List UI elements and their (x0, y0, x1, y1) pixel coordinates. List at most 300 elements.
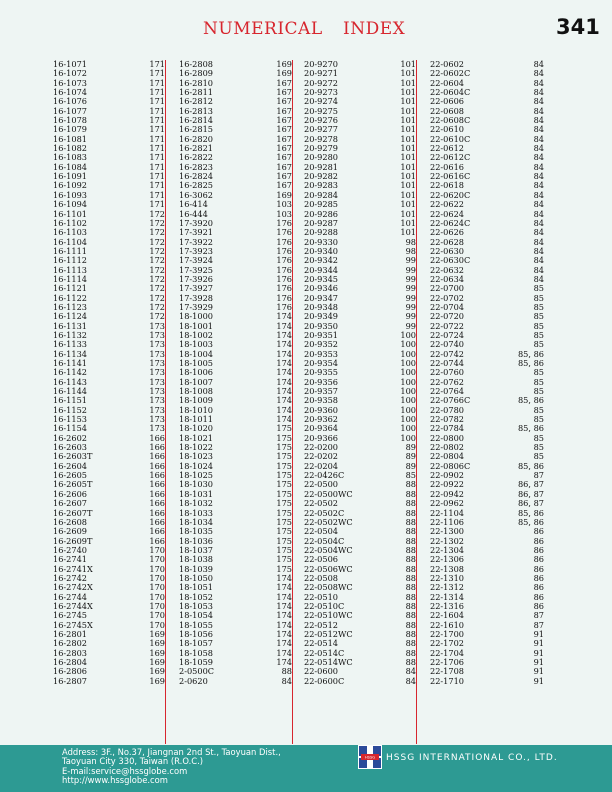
part-number: 22-1702 (430, 638, 465, 649)
page-reference: 166 (149, 451, 165, 462)
part-number: 22-0922 (430, 479, 465, 490)
part-number: 18-1025 (179, 470, 214, 481)
company-logo-icon (358, 745, 382, 769)
page-reference: 84 (405, 675, 416, 686)
part-number: 20-9287 (304, 217, 339, 228)
page-reference: 88 (405, 535, 416, 546)
page-reference: 88 (405, 544, 416, 555)
page-reference: 88 (405, 554, 416, 565)
part-number: 16-2801 (53, 628, 88, 639)
page-reference: 169 (276, 68, 292, 79)
page-reference: 85, 86 (517, 460, 544, 471)
page-reference: 173 (149, 358, 165, 368)
part-number: 18-1034 (179, 516, 214, 527)
page-reference: 85, 86 (517, 358, 544, 368)
page-reference: 101 (400, 96, 416, 107)
part-number: 22-0510C (304, 600, 345, 611)
part-number: 18-1059 (179, 657, 214, 667)
page-reference: 100 (400, 414, 416, 425)
part-number: 16-2807 (53, 675, 88, 686)
page-reference: 174 (276, 386, 292, 397)
page-reference: 167 (276, 105, 292, 116)
part-number: 20-9271 (304, 68, 339, 79)
part-number: 22-0780 (430, 404, 465, 415)
part-number: 16-2820 (179, 133, 214, 144)
part-number: 20-9280 (304, 152, 339, 163)
part-number: 16-2604 (53, 460, 88, 471)
part-number: 18-1055 (179, 619, 214, 630)
index-title-left: NUMERICAL (203, 19, 323, 39)
part-number: 16-414 (179, 199, 208, 210)
part-number: 22-1104 (430, 507, 465, 518)
page-reference: 88 (405, 638, 416, 649)
part-number: 18-1001 (179, 320, 214, 331)
part-number: 16-1133 (53, 339, 88, 350)
page-reference: 166 (149, 516, 165, 527)
part-number: 22-0634 (430, 273, 465, 284)
page-reference: 171 (149, 68, 165, 79)
part-number: 17-3921 (179, 227, 214, 238)
part-number: 20-9346 (304, 283, 339, 294)
part-number: 18-1054 (179, 610, 214, 621)
part-number: 16-1104 (53, 236, 88, 247)
page-reference: 176 (276, 283, 292, 294)
part-number: 22-1710 (430, 675, 465, 686)
part-number: 22-1708 (430, 666, 465, 677)
part-number: 20-9282 (304, 171, 339, 182)
page-reference: 85, 86 (517, 395, 544, 406)
page-reference: 84 (533, 180, 544, 191)
page-reference: 171 (149, 77, 165, 88)
part-number: 16-1132 (53, 329, 88, 340)
part-number: 22-1312 (430, 582, 465, 593)
part-number: 22-1310 (430, 572, 465, 583)
page-reference: 85 (533, 451, 544, 462)
page-reference: 85 (533, 404, 544, 415)
page-reference: 100 (400, 404, 416, 415)
page-reference: 99 (405, 255, 416, 266)
page-reference: 99 (405, 320, 416, 331)
page-reference: 174 (276, 376, 292, 387)
page-reference: 170 (149, 600, 165, 611)
part-number: 20-9344 (304, 264, 339, 275)
part-number: 22-0602 (430, 60, 465, 69)
page-reference: 174 (276, 619, 292, 630)
part-number: 20-9285 (304, 199, 339, 210)
part-number: 20-9281 (304, 161, 339, 172)
page-reference: 84 (533, 255, 544, 266)
part-number: 20-9273 (304, 87, 339, 98)
page-reference: 85 (533, 367, 544, 378)
part-number: 16-2606 (53, 488, 88, 499)
part-number: 18-1057 (179, 638, 214, 649)
page-reference: 173 (149, 395, 165, 406)
part-number: 16-2802 (53, 638, 88, 649)
page-reference: 175 (276, 470, 292, 481)
part-number: 18-1004 (179, 348, 214, 359)
page-reference: 174 (276, 582, 292, 593)
part-number: 16-1131 (53, 320, 88, 331)
part-number: 16-2742 (53, 572, 88, 583)
part-number: 20-9278 (304, 133, 339, 144)
page-reference: 175 (276, 423, 292, 434)
part-number: 16-1076 (53, 96, 88, 107)
page-reference: 169 (149, 647, 165, 658)
index-entry (430, 677, 544, 686)
index-column-4 (430, 60, 544, 744)
part-number: 16-1077 (53, 105, 88, 116)
page-reference: 173 (149, 423, 165, 434)
part-number: 22-0600 (304, 666, 339, 677)
page-reference: 172 (149, 245, 165, 256)
page-reference: 91 (533, 666, 544, 677)
page-reference: 89 (405, 442, 416, 453)
page-reference: 91 (533, 638, 544, 649)
page-reference: 173 (149, 348, 165, 359)
part-number: 16-2812 (179, 96, 214, 107)
part-number: 16-1082 (53, 143, 88, 154)
part-number: 22-1316 (430, 600, 465, 611)
part-number: 18-1035 (179, 526, 214, 537)
page-reference: 100 (400, 367, 416, 378)
page-reference: 175 (276, 535, 292, 546)
part-number: 16-1101 (53, 208, 88, 219)
index-entry (53, 677, 165, 686)
page-reference: 174 (276, 320, 292, 331)
email-link[interactable]: E-mail:service@hssglobe.com (62, 765, 188, 776)
page-reference: 85 (533, 301, 544, 312)
page-reference: 172 (149, 208, 165, 219)
page-reference: 176 (276, 227, 292, 238)
part-number: 16-1144 (53, 386, 88, 397)
part-number: 20-9347 (304, 292, 339, 303)
part-number: 20-9284 (304, 189, 339, 200)
contact-block (62, 748, 281, 786)
part-number: 17-3925 (179, 264, 214, 275)
page-reference: 174 (276, 358, 292, 368)
part-number: 22-0500WC (304, 488, 353, 499)
part-number: 20-9353 (304, 348, 339, 359)
part-number: 18-1032 (179, 498, 214, 509)
page-reference: 170 (149, 563, 165, 574)
page-reference: 85 (533, 339, 544, 350)
page-reference: 101 (400, 217, 416, 228)
page-reference: 173 (149, 367, 165, 378)
page-reference: 172 (149, 217, 165, 228)
page-reference: 84 (405, 666, 416, 677)
part-number: 18-1038 (179, 554, 214, 565)
company-name: HSSG INTERNATIONAL CO., LTD. (386, 753, 558, 763)
part-number: 22-0504 (304, 526, 339, 537)
part-number: 2-0500C (179, 666, 215, 677)
part-number: 17-3929 (179, 301, 214, 312)
part-number: 22-1304 (430, 544, 465, 555)
part-number: 22-0942 (430, 488, 465, 499)
page-reference: 101 (400, 87, 416, 98)
page-reference: 84 (533, 68, 544, 79)
part-number: 22-0610 (430, 124, 465, 135)
part-number: 18-1010 (179, 404, 214, 415)
part-number: 22-0514WC (304, 657, 353, 667)
part-number: 22-0632 (430, 264, 465, 275)
page-reference: 88 (405, 657, 416, 667)
part-number: 16-1154 (53, 423, 88, 434)
page-reference: 101 (400, 208, 416, 219)
page-reference: 84 (533, 273, 544, 284)
part-number: 22-0602C (430, 68, 471, 79)
part-number: 20-9276 (304, 115, 339, 126)
page-reference: 87 (533, 619, 544, 630)
page-reference: 88 (405, 610, 416, 621)
page-reference: 176 (276, 245, 292, 256)
page-reference: 169 (276, 60, 292, 69)
page-reference: 85, 86 (517, 516, 544, 527)
page-reference: 171 (149, 124, 165, 135)
part-number: 16-2810 (179, 77, 214, 88)
page-reference: 172 (149, 311, 165, 322)
part-number: 16-2744 (53, 591, 88, 602)
page-reference: 174 (276, 600, 292, 611)
page-reference: 173 (149, 376, 165, 387)
page-reference: 174 (276, 628, 292, 639)
page-reference: 174 (276, 638, 292, 649)
part-number: 22-0616 (430, 161, 465, 172)
page-reference: 167 (276, 161, 292, 172)
part-number: 18-1005 (179, 358, 214, 368)
page-reference: 101 (400, 199, 416, 210)
page-reference: 169 (149, 628, 165, 639)
page-reference: 88 (405, 628, 416, 639)
page-reference: 86 (533, 582, 544, 593)
page-reference: 167 (276, 133, 292, 144)
part-number: 18-1033 (179, 507, 214, 518)
address-line-2: Taoyuan City 330, Taiwan (R.O.C.) (62, 756, 204, 767)
part-number: 20-9350 (304, 320, 339, 331)
page-reference: 176 (276, 273, 292, 284)
page-reference: 174 (276, 348, 292, 359)
index-column-1 (53, 60, 166, 744)
part-number: 22-0762 (430, 376, 465, 387)
part-number: 22-0502 (304, 498, 339, 509)
part-number: 22-1308 (430, 563, 465, 574)
part-number: 16-2804 (53, 657, 88, 667)
page-reference: 175 (276, 544, 292, 555)
page-reference: 99 (405, 283, 416, 294)
part-number: 20-9366 (304, 432, 339, 443)
part-number: 22-0502WC (304, 516, 353, 527)
part-number: 18-1006 (179, 367, 214, 378)
page-reference: 88 (405, 572, 416, 583)
page-reference: 86 (533, 554, 544, 565)
part-number: 16-1073 (53, 77, 88, 88)
page-reference: 170 (149, 544, 165, 555)
page-reference: 86 (533, 544, 544, 555)
part-number: 16-2815 (179, 124, 214, 135)
part-number: 20-9340 (304, 245, 339, 256)
page-reference: 175 (276, 516, 292, 527)
part-number: 22-1300 (430, 526, 465, 537)
page-reference: 175 (276, 432, 292, 443)
page-reference: 101 (400, 77, 416, 88)
page-reference: 84 (533, 245, 544, 256)
part-number: 18-1023 (179, 451, 214, 462)
part-number: 18-1000 (179, 311, 214, 322)
part-number: 18-1037 (179, 544, 214, 555)
page-footer (0, 745, 612, 792)
part-number: 22-0630 (430, 245, 465, 256)
part-number: 16-1102 (53, 217, 88, 228)
part-number: 16-2741X (53, 563, 93, 574)
part-number: 16-2811 (179, 87, 214, 98)
part-number: 18-1053 (179, 600, 214, 611)
page-reference: 101 (400, 227, 416, 238)
index-column-3 (304, 60, 417, 744)
page-reference: 88 (281, 666, 292, 677)
part-number: 16-1074 (53, 87, 88, 98)
page-reference: 172 (149, 227, 165, 238)
page-reference: 172 (149, 273, 165, 284)
page-reference: 99 (405, 301, 416, 312)
page-reference: 85 (533, 386, 544, 397)
page-reference: 174 (276, 329, 292, 340)
page-reference: 174 (276, 591, 292, 602)
part-number: 22-0804 (430, 451, 465, 462)
page-reference: 84 (533, 217, 544, 228)
part-number: 16-2821 (179, 143, 214, 154)
part-number: 22-0510 (304, 591, 339, 602)
page-reference: 100 (400, 395, 416, 406)
page-reference: 86 (533, 526, 544, 537)
page-reference: 88 (405, 526, 416, 537)
page-reference: 85 (533, 283, 544, 294)
part-number: 18-1003 (179, 339, 214, 350)
part-number: 16-2740 (53, 544, 88, 555)
page-reference: 174 (276, 395, 292, 406)
part-number: 16-1141 (53, 358, 88, 368)
page-reference: 174 (276, 414, 292, 425)
page-reference: 101 (400, 180, 416, 191)
part-number: 16-2607T (53, 507, 93, 518)
page-reference: 171 (149, 189, 165, 200)
page-reference: 100 (400, 432, 416, 443)
part-number: 16-1081 (53, 133, 88, 144)
page-reference: 166 (149, 479, 165, 490)
page-reference: 171 (149, 199, 165, 210)
part-number: 20-9364 (304, 423, 339, 434)
part-number: 16-2745X (53, 619, 93, 630)
page-reference: 100 (400, 348, 416, 359)
page-reference: 176 (276, 301, 292, 312)
part-number: 16-2744X (53, 600, 93, 611)
page-reference: 174 (276, 657, 292, 667)
page-reference: 86, 87 (517, 498, 544, 509)
part-number: 16-2609T (53, 535, 93, 546)
page-reference: 84 (533, 189, 544, 200)
page-reference: 85, 86 (517, 507, 544, 518)
part-number: 20-9358 (304, 395, 339, 406)
page-reference: 173 (149, 414, 165, 425)
part-number: 20-9275 (304, 105, 339, 116)
page-reference: 88 (405, 582, 416, 593)
part-number: 22-0426C (304, 470, 345, 481)
page-reference: 85 (533, 329, 544, 340)
page-reference: 176 (276, 264, 292, 275)
part-number: 20-9355 (304, 367, 339, 378)
part-number: 22-0508 (304, 572, 339, 583)
part-number: 22-0740 (430, 339, 465, 350)
part-number: 22-1306 (430, 554, 465, 565)
page-number: 341 (556, 15, 600, 39)
index-column-2 (179, 60, 293, 744)
page-reference: 174 (276, 367, 292, 378)
page-reference: 98 (405, 245, 416, 256)
page-reference: 84 (533, 171, 544, 182)
part-number: 22-0604 (430, 77, 465, 88)
part-number: 18-1031 (179, 488, 214, 499)
page-reference: 88 (405, 647, 416, 658)
part-number: 20-9270 (304, 60, 339, 69)
part-number: 16-1091 (53, 171, 88, 182)
part-number: 22-0506 (304, 554, 339, 565)
page-reference: 171 (149, 171, 165, 182)
page-reference: 175 (276, 563, 292, 574)
part-number: 22-0604C (430, 87, 471, 98)
website-link[interactable]: http://www.hssglobe.com (62, 775, 168, 786)
part-number: 22-0624 (430, 208, 465, 219)
page-reference: 101 (400, 68, 416, 79)
page-reference: 175 (276, 479, 292, 490)
part-number: 20-9362 (304, 414, 339, 425)
page-reference: 86 (533, 535, 544, 546)
part-number: 16-2809 (179, 68, 214, 79)
part-number: 22-0724 (430, 329, 465, 340)
page-reference: 175 (276, 526, 292, 537)
page-reference: 85 (405, 470, 416, 481)
page-reference: 85 (533, 414, 544, 425)
page-reference: 174 (276, 311, 292, 322)
page-reference: 171 (149, 180, 165, 191)
index-entry (304, 677, 416, 686)
part-number: 17-3928 (179, 292, 214, 303)
page-reference: 84 (533, 152, 544, 163)
part-number: 18-1051 (179, 582, 214, 593)
part-number: 22-0504C (304, 535, 345, 546)
part-number: 20-9345 (304, 273, 339, 284)
part-number: 18-1024 (179, 460, 214, 471)
part-number: 16-1072 (53, 68, 88, 79)
page-reference: 99 (405, 292, 416, 303)
page-reference: 88 (405, 563, 416, 574)
part-number: 22-0612 (430, 143, 465, 154)
page-reference: 172 (149, 301, 165, 312)
part-number: 16-2808 (179, 60, 214, 69)
part-number: 20-9354 (304, 358, 339, 368)
part-number: 22-0622 (430, 199, 465, 210)
page-reference: 101 (400, 133, 416, 144)
page-reference: 84 (533, 143, 544, 154)
page-reference: 101 (400, 189, 416, 200)
part-number: 22-0766C (430, 395, 471, 406)
part-number: 22-0782 (430, 414, 465, 425)
page-reference: 98 (405, 236, 416, 247)
page-reference: 167 (276, 96, 292, 107)
page-reference: 100 (400, 423, 416, 434)
page-reference: 85, 86 (517, 348, 544, 359)
page-reference: 173 (149, 386, 165, 397)
part-number: 18-1050 (179, 572, 214, 583)
page-reference: 85 (533, 432, 544, 443)
part-number: 22-1706 (430, 657, 465, 667)
